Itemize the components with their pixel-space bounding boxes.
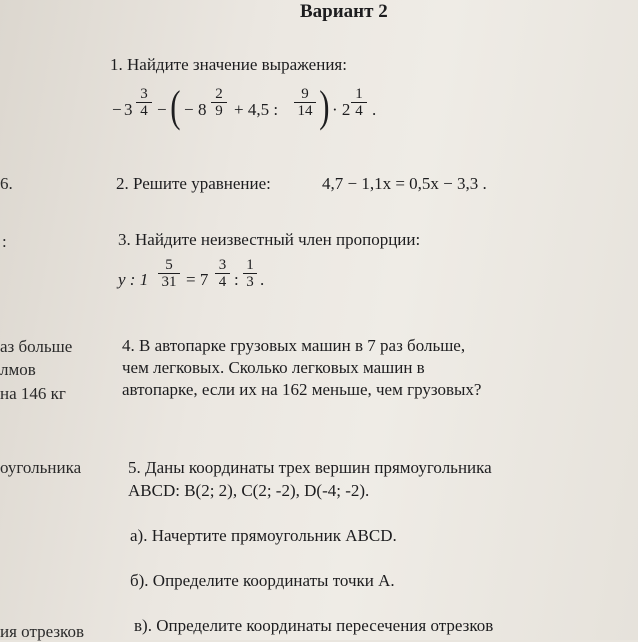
t1-left-paren: ( [170, 82, 181, 131]
task-2-equation: 4,7 − 1,1x = 0,5x − 3,3 . [322, 174, 487, 193]
t1-fraction-4: $\frac{1}{4}$ [351, 86, 367, 119]
t1-minus-2: − [184, 100, 194, 119]
t1-right-paren: ) [319, 82, 330, 131]
t3-y: y : 1 [118, 270, 149, 289]
margin-fragment-6: оугольника [0, 458, 82, 477]
t3-end: . [260, 270, 265, 289]
task-5-item-b: б). Определите координаты точки А. [130, 571, 395, 590]
t1-dot: · 2 [332, 100, 351, 119]
margin-fragment-2: : [2, 232, 7, 251]
t1-fraction-1: $\frac{3}{4}$ [136, 86, 152, 119]
task-3-label: 3. Найдите неизвестный член пропорции: [118, 230, 421, 249]
t3-fraction-2: $\frac{3}{4}$ [215, 257, 230, 290]
task-5-line-2: ABCD: B(2; 2), C(2; -2), D(-4; -2). [128, 481, 370, 500]
t3-fraction-3: $\frac{1}{3}$ [243, 257, 257, 290]
task-5-item-c: в). Определите координаты пересечения отрезков [134, 616, 494, 635]
task-4-line-3: автопарке, если их на 162 меньше, чем грузовых? [122, 380, 482, 399]
t1-op-1: − [157, 100, 167, 119]
t3-eq: = 7 [186, 270, 209, 289]
margin-fragment-3: аз больше [0, 337, 73, 356]
task-1-label: 1. Найдите значение выражения: [110, 55, 347, 74]
task-5-item-a: а). Начертите прямоугольник ABCD. [130, 526, 397, 545]
t3-fraction-1: $\frac{5}{31}$ [158, 257, 180, 290]
task-5-line-1: 5. Даны координаты трех вершин прямоугольника [128, 458, 492, 477]
t1-fraction-3: $\frac{9}{14}$ [294, 86, 316, 119]
margin-fragment-4: лмов [0, 360, 36, 379]
variant-title: Вариант 2 [300, 1, 388, 22]
task-2-label: 2. Решите уравнение: [116, 174, 271, 193]
margin-fragment-1: 6. [0, 174, 13, 193]
t1-fraction-2: $\frac{2}{9}$ [211, 86, 227, 119]
t3-colon: : [234, 270, 239, 289]
t1-middle: + 4,5 : [234, 100, 279, 119]
t1-whole-1: 3 [124, 100, 133, 119]
margin-fragment-5: на 146 кг [0, 384, 66, 403]
margin-fragment-7: ия отрезков [0, 622, 84, 641]
t1-minus: − [112, 100, 122, 119]
t1-whole-2: 8 [198, 100, 207, 119]
task-4-line-2: чем легковых. Сколько легковых машин в [122, 358, 425, 377]
task-4-line-1: 4. В автопарке грузовых машин в 7 раз больше, [122, 336, 466, 355]
t1-end: . [372, 100, 377, 119]
